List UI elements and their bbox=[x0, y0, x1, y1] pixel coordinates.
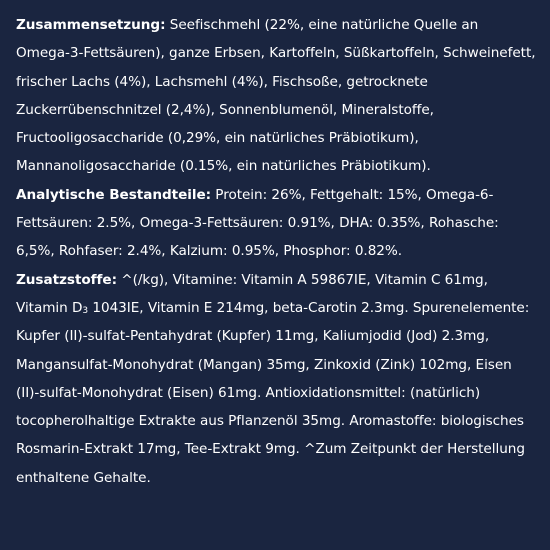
analytics-heading: Analytische Bestandteile: bbox=[16, 186, 212, 203]
additives-text-part-1: ^(/kg), Vitamine: Vitamin A 59867IE, Vitamin C 61mg, Vitamin D bbox=[16, 271, 488, 316]
additives-section bbox=[16, 266, 536, 492]
additives-heading: Zusatzstoffe: bbox=[16, 271, 117, 288]
analytics-section bbox=[16, 181, 536, 266]
vitamin-d-subscript: 3 bbox=[82, 305, 89, 316]
analytics-text: Protein: 26%, Fettgehalt: 15%, Omega-6-Fettsäuren: 2.5%, Omega-3-Fettsäuren: 0.91%, DHA: 0.35%, Rohasche: 6,5%, Rohfaser: 2.4%, Kalzium: 0.95%, Phosphor: 0.82%. bbox=[16, 186, 499, 260]
additives-text-part-2: 1043IE, Vitamin E 214mg, beta-Carotin 2.3mg. Spurenelemente: Kupfer (II)-sulfat-Pentahydrat (Kupfer) 11mg, Kaliumjodid (Jod) 2.3mg, Mangansulfat-Monohydrat (Mangan) 35mg, Zinkoxid (Zink) 102mg, Eisen (II)-sulfat-Monohydrat (Eisen) 61mg. Antioxidationsmittel: (natürlich) tocopherolhaltige Extrakte aus Pflanzenöl 35mg. Aromastoffe: biologisches Rosmarin-Extrakt 17mg, Tee-Extrakt 9mg. ^Zum Zeitpunkt der Herstellung enthaltene Gehalte. bbox=[16, 299, 530, 486]
composition-text: Seefischmehl (22%, eine natürliche Quelle an Omega-3-Fettsäuren), ganze Erbsen, Kartoffeln, Süßkartoffeln, Schweinefett, frischer Lachs (4%), Lachsmehl (4%), Fischsoße, getrocknete Zuckerrübenschnitzel (2,4%), Sonnenblumenöl, Mineralstoffe, Fructooligosaccharide (0,29%, ein natürliches Präbiotikum), Mannanoligosaccharide (0.15%, ein natürliches Präbiotikum). bbox=[16, 17, 536, 175]
composition-section bbox=[16, 11, 536, 181]
composition-heading: Zusammensetzung: bbox=[16, 17, 166, 33]
